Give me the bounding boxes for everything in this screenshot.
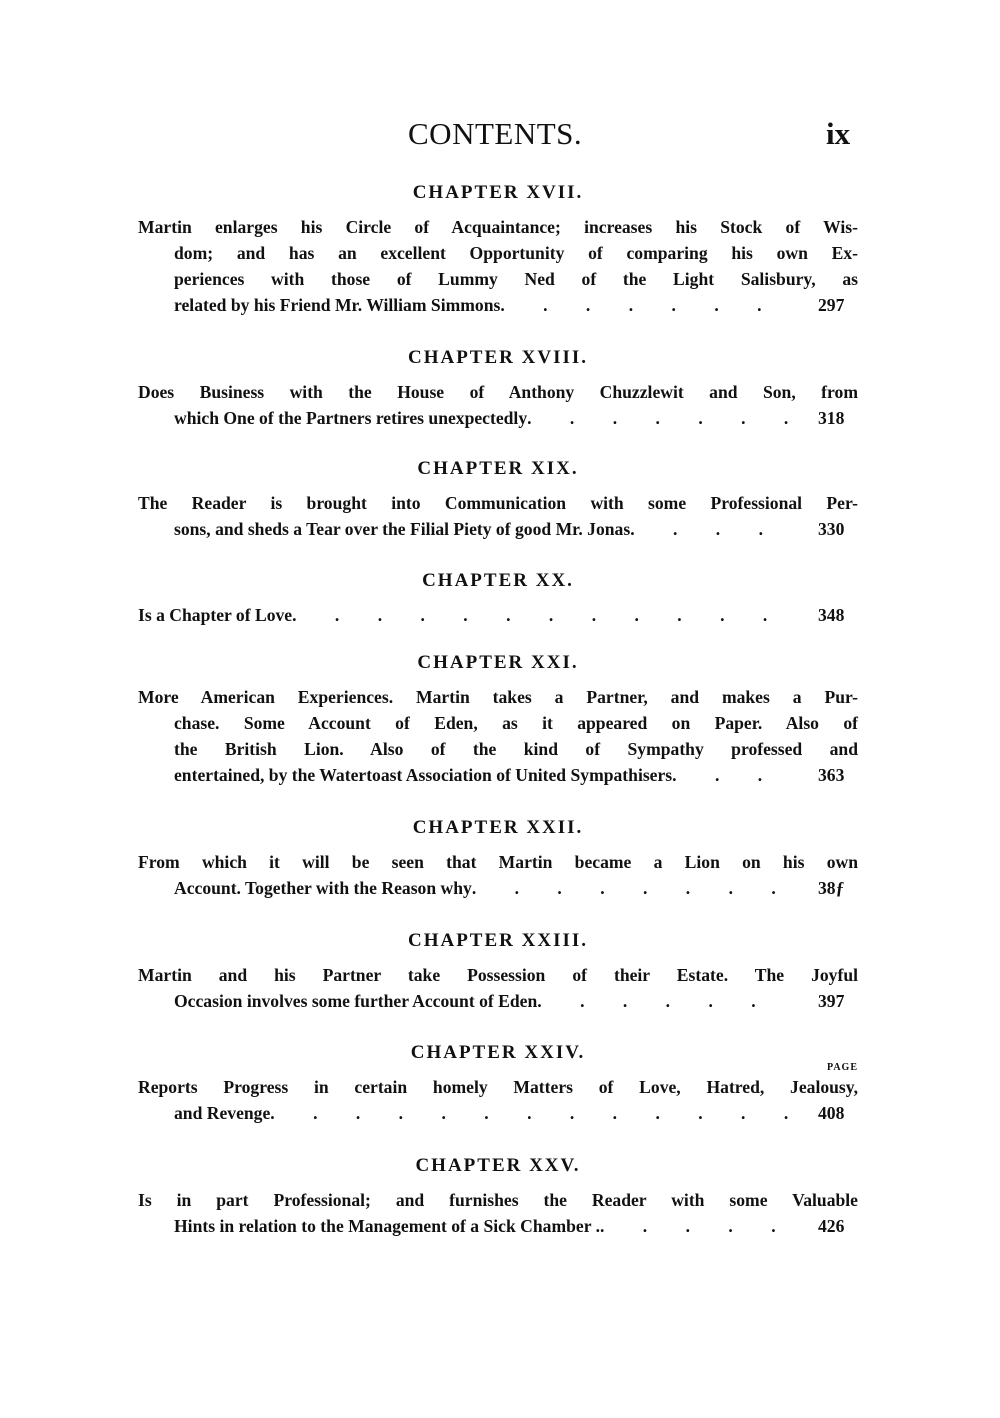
chapter-block	[138, 1040, 858, 1126]
chapter-summary	[138, 1187, 858, 1239]
summary-line: Reports Progress in certain homely Matters of Love, Hatred, Jealousy,	[138, 1077, 858, 1097]
dot-leader: . . . . . . .	[527, 408, 806, 428]
dot-leader: . . . . . . . .	[471, 878, 793, 898]
summary-line	[138, 405, 858, 431]
summary-line: chase. Some Account of Eden, as it appeared on Paper. Also of	[174, 713, 858, 733]
chapter-summary	[138, 602, 858, 628]
chapter-block	[138, 568, 858, 628]
chapter-summary	[138, 962, 858, 1014]
summary-line: Does Business with the House of Anthony Chuzzlewit and Son, from	[138, 382, 858, 402]
summary-line: From which it will be seen that Martin became a Lion on his own	[138, 852, 858, 872]
chapter-heading: CHAPTER XXIII.	[407, 930, 589, 951]
summary-line: the British Lion. Also of the kind of Sympathy professed and	[174, 739, 858, 759]
chapter-summary	[138, 1062, 858, 1126]
dot-leader: . . .	[672, 765, 780, 785]
summary-line-text: which One of the Partners retires unexpectedly	[174, 408, 528, 428]
summary-line	[138, 875, 858, 901]
chapter-summary	[138, 490, 858, 542]
chapter-page-number: 330	[818, 519, 845, 539]
chapter-block	[138, 815, 858, 901]
chapter-page-number: 348	[818, 605, 845, 625]
chapter-page-number: 426	[818, 1216, 845, 1236]
summary-line: Is in part Professional; and furnishes the Reader with some Valuable	[138, 1190, 858, 1210]
chapter-heading: CHAPTER XXV.	[415, 1155, 581, 1176]
summary-line: Martin and his Partner take Possession of their Estate. The Joyful	[138, 965, 858, 985]
chapter-page-number: 297	[818, 295, 845, 315]
summary-line	[138, 762, 858, 788]
chapter-heading: CHAPTER XVII.	[412, 182, 584, 203]
chapter-page-number: 397	[818, 991, 845, 1011]
summary-line: More American Experiences. Martin takes a Partner, and makes a Pur-	[138, 687, 858, 707]
chapter-heading: CHAPTER XIX.	[417, 458, 579, 479]
summary-line	[138, 988, 858, 1014]
summary-line-text: related by his Friend Mr. William Simmons	[174, 295, 501, 315]
summary-line: Martin enlarges his Circle of Acquaintance; increases his Stock of Wis-	[138, 217, 858, 237]
chapter-block	[138, 180, 858, 318]
dot-leader: . . . . .	[600, 1216, 793, 1236]
chapter-summary	[138, 849, 858, 901]
chapter-page-number: 408	[818, 1103, 845, 1123]
summary-line	[138, 1100, 858, 1126]
summary-line	[138, 602, 858, 628]
page-title: CONTENTS.	[408, 116, 583, 151]
chapter-block	[138, 928, 858, 1014]
chapter-heading: CHAPTER XXI.	[417, 652, 579, 673]
dot-leader: . . . . . . . . . . . . .	[270, 1103, 806, 1123]
chapter-heading: CHAPTER XXIV.	[410, 1042, 586, 1063]
summary-line	[138, 516, 858, 542]
summary-line-text: and Revenge	[174, 1103, 271, 1123]
summary-line: dom; and has an excellent Opportunity of comparing his own Ex-	[174, 243, 858, 263]
summary-line-text: Is a Chapter of Love	[138, 605, 293, 625]
chapter-heading: CHAPTER XX.	[422, 570, 574, 591]
dot-leader: . . . . . . . . . . . .	[292, 605, 785, 625]
chapter-summary	[138, 379, 858, 431]
chapter-summary	[138, 684, 858, 788]
summary-line-text: Account. Together with the Reason why	[174, 878, 472, 898]
chapter-heading: CHAPTER XXII.	[412, 817, 584, 838]
chapter-page-number: 38ƒ	[818, 878, 845, 898]
dot-leader: . . . . . . .	[500, 295, 779, 315]
summary-line-text: Occasion involves some further Account of Eden	[174, 991, 538, 1011]
chapter-summary	[138, 214, 858, 318]
summary-line: periences with those of Lummy Ned of the Light Salisbury, as	[174, 269, 858, 289]
chapter-block	[138, 650, 858, 788]
dot-leader: . . . .	[630, 519, 780, 539]
chapter-block	[138, 345, 858, 431]
summary-line-text: Hints in relation to the Management of a Sick Chamber .	[174, 1216, 600, 1236]
page-number: ix	[826, 116, 851, 151]
summary-line-text: entertained, by the Watertoast Association of United Sympathisers	[174, 765, 673, 785]
summary-line-text: sons, and sheds a Tear over the Filial Piety of good Mr. Jonas	[174, 519, 631, 539]
summary-line	[138, 1213, 858, 1239]
dot-leader: . . . . . .	[537, 991, 773, 1011]
page-column-label: PAGE	[826, 1062, 858, 1073]
chapter-heading: CHAPTER XVIII.	[407, 347, 589, 368]
summary-line	[138, 292, 858, 318]
chapter-page-number: 363	[818, 765, 845, 785]
summary-line: The Reader is brought into Communication with some Professional Per-	[138, 493, 858, 513]
chapter-page-number: 318	[818, 408, 845, 428]
chapter-block	[138, 456, 858, 542]
chapter-block	[138, 1153, 858, 1239]
